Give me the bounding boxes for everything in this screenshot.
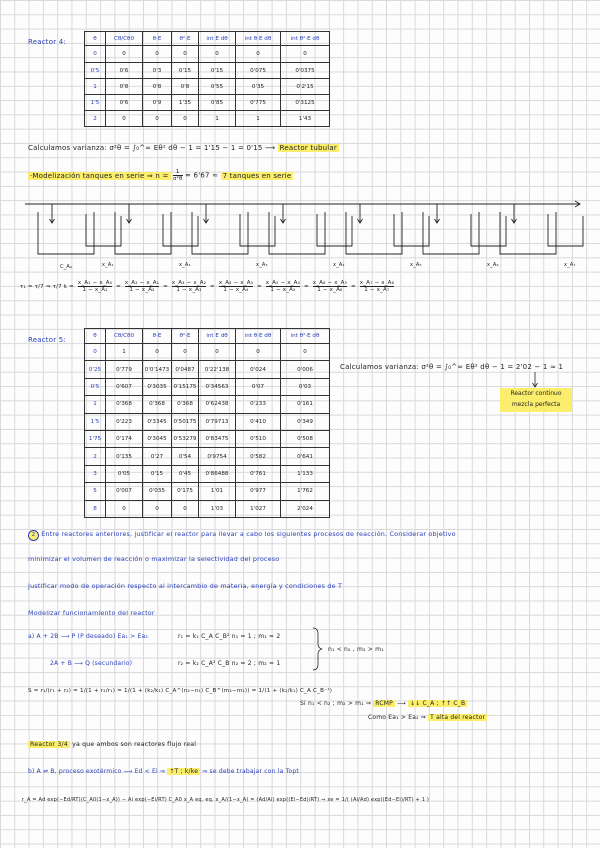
ea-note <box>368 714 487 721</box>
frac-num: 1 <box>173 169 183 176</box>
tank-line <box>192 212 248 254</box>
table-cell: 0'007 <box>106 483 143 500</box>
table-cell: 0'15 <box>143 465 172 482</box>
tau-frac-num: x_A₆ − x_A₅ <box>312 280 347 286</box>
qb-line <box>28 768 299 775</box>
table-cell: 0'0'1473 <box>143 361 172 378</box>
reactor4-label: Reactor 4: <box>28 38 66 46</box>
table-cell: 0 <box>281 344 330 361</box>
table-row <box>85 63 330 79</box>
tank-line <box>435 219 440 223</box>
table-row <box>85 448 330 465</box>
tau-fraction <box>313 280 347 293</box>
table-cell: 0'3 <box>143 63 172 79</box>
table-cell: 0'410 <box>236 413 281 430</box>
table-cell: 0'15175 <box>172 378 199 395</box>
tank-line <box>38 212 94 254</box>
table-cell: 0'86488 <box>199 465 236 482</box>
variance-equation: Calculamos varianza: σ²θ = ∫₀^∞ Eθ² dθ − 1 = 1'15 − 1 = 0'15 ⟶ <box>28 144 276 152</box>
tank-line <box>163 214 198 246</box>
tank-line <box>346 212 402 254</box>
table-header-row <box>85 329 330 344</box>
tau-frac-num: x_A₇ − x_A₆ <box>359 280 394 286</box>
selectivity-eq: S = r₁/(r₁ + r₂) = 1/(1 + r₂/r₁) = 1/(1 + (k₂/k₁) C_A^(n₂−n₁) C_B^(m₂−m₁)) = 1/(1 + (k₂/k₁) C_A C_B⁻¹) <box>28 688 333 694</box>
table-cell: 0 <box>143 344 172 361</box>
table-cell: 0'85 <box>199 95 236 111</box>
tau-frac-den: 1 − x_A₂ <box>129 287 155 293</box>
frac-den: σ²θ <box>172 176 183 182</box>
selectivity-note <box>300 700 467 707</box>
tau-frac-num: x_A₅ − x_A₄ <box>265 280 301 286</box>
qa-r1: a) A + 2B ⟶ P (P deseado) Ea₁ > Ea₂ <box>28 633 148 640</box>
tank-line <box>127 219 132 223</box>
table-cell: 0 <box>106 46 143 63</box>
table-cell: 0'25 <box>85 361 106 378</box>
tau-fraction <box>266 280 300 293</box>
table-row <box>85 46 330 63</box>
table-cell: 0'641 <box>281 448 330 465</box>
table-cell: 0'8 <box>172 79 199 95</box>
table-cell: 0'34563 <box>199 378 236 395</box>
sel-arrow: ⟶ <box>397 700 406 707</box>
tank-outlet-label: x_A₄ <box>333 262 345 268</box>
table-cell: 0'582 <box>236 448 281 465</box>
table-cell: 0 <box>281 46 330 63</box>
table-cell: 0'3045 <box>143 430 172 447</box>
table-cell: 0'8 <box>143 79 172 95</box>
table-cell: 0'6 <box>106 95 143 111</box>
table-header-cell: θ·E <box>143 329 172 344</box>
table-row <box>85 111 330 127</box>
tanks-series-line <box>28 169 293 182</box>
table-cell: 0'5 <box>85 378 106 395</box>
equals-sign: = <box>208 284 217 290</box>
table-cell: 0 <box>143 111 172 127</box>
table-cell: 1 <box>85 396 106 413</box>
table-header-cell: θ²·E <box>172 32 199 46</box>
equals-sign: = <box>255 284 264 290</box>
table-cell: 0'03 <box>281 378 330 395</box>
table-cell: 0 <box>143 46 172 63</box>
table-header-row <box>85 32 330 46</box>
table-header-cell: Cθ/Cθ0 <box>106 329 143 344</box>
table-cell: 0'6 <box>106 63 143 79</box>
table-cell: 0'2'15 <box>281 79 330 95</box>
q2-text2: minimizar el volumen de reacción o maximizar la selectividad del proceso <box>28 555 280 563</box>
reactor34-highlight: Reactor 3/4 <box>30 741 68 748</box>
reactor5-label: Reactor 5: <box>28 336 66 344</box>
tau-fraction <box>125 280 159 293</box>
table-cell: 0 <box>172 46 199 63</box>
table-cell: 1'01 <box>199 483 236 500</box>
r5-note-line1: Reactor continuo <box>510 390 562 397</box>
table-cell: 0'607 <box>106 378 143 395</box>
tank-line <box>548 214 583 246</box>
table-cell: 1'027 <box>236 500 281 517</box>
table-cell: 0 <box>172 111 199 127</box>
tau-frac-den: 1 − x_A₄ <box>223 287 249 293</box>
table-cell: 1'5 <box>85 95 106 111</box>
table-cell: 0'977 <box>236 483 281 500</box>
table-cell: 0'35 <box>236 79 281 95</box>
concentration-highlight: ↓↓ C_A ; ↑↑ C_B <box>409 700 466 707</box>
tau-fraction <box>360 280 394 293</box>
tau-fraction <box>78 280 112 293</box>
table-cell: 0'368 <box>106 396 143 413</box>
table-row <box>85 79 330 95</box>
table-cell: 0'368 <box>143 396 172 413</box>
table-header-cell: θ <box>85 32 106 46</box>
tank-line <box>394 214 429 246</box>
variance-line <box>28 144 339 152</box>
qb-equation: r_A = Ad exp(−Ed/RT)(C_A0(1−x_A)) − Ai exp(−Ei/RT) C_A0 x_A eq. eq. x_A/(1−x_A) = (Ad/Ai) exp((Ei−Ed)/RT) ⇒ xe = 1/( (Ai/Ad) exp((Ed−Ei)/RT) + 1 ) <box>22 797 430 803</box>
tau-fraction <box>219 280 253 293</box>
table-cell: 0 <box>199 344 236 361</box>
table-cell: 0'035 <box>143 483 172 500</box>
qa-brace-text: n₁ < n₂ , m₂ > m₁ <box>328 646 384 653</box>
table-cell: 0'53279 <box>172 430 199 447</box>
table-header-cell: Cθ/Cθ0 <box>106 32 143 46</box>
r5-note <box>500 388 572 412</box>
table-cell: 0'45 <box>172 465 199 482</box>
qb-text: b) A ⇌ B, proceso exotérmico ⟶ Ed < Ei ⇒ <box>28 768 166 775</box>
table-cell: 0'135 <box>106 448 143 465</box>
table-cell: 0'50175 <box>172 413 199 430</box>
table-cell: 0'006 <box>281 361 330 378</box>
table-cell: 0'62438 <box>199 396 236 413</box>
tanks-highlight: 7 tanques en serie <box>222 171 292 180</box>
table-cell: 0 <box>236 46 281 63</box>
tau-frac-den: 1 − x_A₁ <box>82 287 108 293</box>
table-header-cell: θ²·E <box>172 329 199 344</box>
tank-outlet-label: x_A₂ <box>179 262 191 268</box>
table-row <box>85 95 330 111</box>
table-cell: 8 <box>85 500 106 517</box>
table-cell: 0 <box>85 344 106 361</box>
table-cell: 0'8 <box>106 79 143 95</box>
table-cell: 0 <box>85 46 106 63</box>
table-row <box>85 378 330 395</box>
q2-text3: Justificar modo de operación respecto al intercambio de materia, energía y condiciones de T <box>28 582 343 590</box>
sel-condition: Si n₁ < n₂ ; m₂ > m₁ ⇒ <box>300 700 372 707</box>
table-header-cell: int E dθ <box>199 32 236 46</box>
table-row <box>85 483 330 500</box>
table-cell: 0'05 <box>106 465 143 482</box>
equals-sign: = <box>302 284 311 290</box>
table-row <box>85 413 330 430</box>
reactor-tubular-highlight: Reactor tubular <box>279 144 337 152</box>
table-cell: 1'762 <box>281 483 330 500</box>
table-cell: 1 <box>236 111 281 127</box>
tank-line <box>204 219 209 223</box>
equals-sign: = <box>114 284 123 290</box>
tank-line <box>512 219 517 223</box>
q2-block <box>28 520 456 628</box>
table-cell: 0 <box>199 46 236 63</box>
table-cell: 0'761 <box>236 465 281 482</box>
tank-line <box>281 219 286 223</box>
table-header-cell: int θ²·E dθ <box>281 32 330 46</box>
tank-outlet-label: x_A₆ <box>487 262 499 268</box>
table-cell: 0'161 <box>281 396 330 413</box>
tank-line <box>269 212 325 254</box>
table-cell: 0'5 <box>85 63 106 79</box>
tank-outlet-label: x_A₃ <box>256 262 268 268</box>
tank-outlet-label: x_A₇ <box>564 262 576 268</box>
tank-outlet-label: x_A₁ <box>102 262 114 268</box>
table-cell: 0'233 <box>236 396 281 413</box>
qa-r2: 2A + B ⟶ Q (secundario) <box>50 660 133 667</box>
tau-equation <box>20 280 396 293</box>
table-header-cell: int θ²·E dθ <box>281 329 330 344</box>
reactor5-table <box>84 328 330 518</box>
tank-line <box>358 219 363 223</box>
tank-line <box>317 214 352 246</box>
n-value: = 6'67 ≈ <box>185 171 219 180</box>
qb-text-end: ⇒ se debe trabajar con la Topt <box>202 768 299 775</box>
rcmp-highlight: RCMP <box>375 700 393 707</box>
n-fraction <box>173 169 183 182</box>
table-cell: 0 <box>106 500 143 517</box>
table-cell: 0'0487 <box>172 361 199 378</box>
table-cell: 0'779 <box>106 361 143 378</box>
table-cell: 0'349 <box>281 413 330 430</box>
tank-line <box>500 212 556 254</box>
table-cell: 1'75 <box>85 430 106 447</box>
table-cell: 0'07 <box>236 378 281 395</box>
tau-frac-num: x_A₄ − x_A₃ <box>218 280 254 286</box>
table-cell: 0 <box>236 344 281 361</box>
tank-outlet-label: x_A₅ <box>410 262 422 268</box>
tank-line <box>115 212 171 254</box>
table-cell: 1'133 <box>281 465 330 482</box>
table-cell: 0'508 <box>281 430 330 447</box>
table-row <box>85 396 330 413</box>
t-alta-highlight: T alta del reactor <box>430 714 486 721</box>
table-cell: 0'27 <box>143 448 172 465</box>
table-cell: 0'83475 <box>199 430 236 447</box>
table-cell: 0'368 <box>172 396 199 413</box>
table-row <box>85 465 330 482</box>
table-cell: 3 <box>85 465 106 482</box>
table-cell: 0'024 <box>236 361 281 378</box>
q2-text1: Entre reactores anteriores, justificar el reactor para llevar a cabo los siguientes procesos de reacción. Considerar objetivo <box>41 530 456 538</box>
table-cell: 0'3125 <box>281 95 330 111</box>
table-cell: 0'0375 <box>281 63 330 79</box>
table-cell: 0'3035 <box>143 378 172 395</box>
table-cell: 1'43 <box>281 111 330 127</box>
table-cell: 0'175 <box>172 483 199 500</box>
table-cell: 0'223 <box>106 413 143 430</box>
tank-line <box>240 214 275 246</box>
table-cell: 0'79713 <box>199 413 236 430</box>
table-cell: 0 <box>172 500 199 517</box>
tau-fraction <box>172 280 206 293</box>
table-cell: 0'9754 <box>199 448 236 465</box>
table-cell: 0'54 <box>172 448 199 465</box>
tau-frac-den: 1 − x_A₇ <box>364 287 390 293</box>
table-row <box>85 361 330 378</box>
table-cell: 2 <box>85 448 106 465</box>
table-row <box>85 344 330 361</box>
table-cell: 0'9 <box>143 95 172 111</box>
table-header-cell: int θ·E dθ <box>236 329 281 344</box>
tau-lhs: τ₁ = τ/7 ⇒ τ/7 k = <box>20 284 74 290</box>
table-cell: 5 <box>85 483 106 500</box>
table-cell: 0 <box>143 500 172 517</box>
tau-frac-num: x_A₃ − x_A₂ <box>171 280 207 286</box>
reactor34-line <box>28 741 196 748</box>
table-cell: 0 <box>106 111 143 127</box>
table-row <box>85 500 330 517</box>
tank-line <box>471 214 506 246</box>
qb-highlight: ↑T ; k/ke <box>169 768 199 775</box>
tank-line <box>50 219 55 223</box>
table-cell: 0'775 <box>236 95 281 111</box>
table-cell: 0'15 <box>172 63 199 79</box>
table-header-cell: θ·E <box>143 32 172 46</box>
tau-frac-num: x_A₂ − x_A₁ <box>124 280 160 286</box>
table-cell: 0'15 <box>199 63 236 79</box>
table-row <box>85 430 330 447</box>
table-cell: 0'510 <box>236 430 281 447</box>
tank-line <box>86 214 121 246</box>
r5-variance: Calculamos varianza: σ²θ = ∫₀^∞ Eθ² dθ − 1 = 2'02 − 1 ≈ 1 <box>340 363 564 371</box>
table-header-cell: int E dθ <box>199 329 236 344</box>
tank-inlet-label: C_A₀ <box>60 264 73 270</box>
tau-frac-num: x_A₁ − x_A₀ <box>77 280 113 286</box>
table-cell: 1'5 <box>85 413 106 430</box>
tau-frac-den: 1 − x_A₆ <box>317 287 343 293</box>
table-cell: 1 <box>85 79 106 95</box>
ea-condition: Como Ea₁ > Ea₂ ⇒ <box>368 714 427 721</box>
table-cell: 1'35 <box>172 95 199 111</box>
table-cell: 2'024 <box>281 500 330 517</box>
table-cell: 1 <box>199 111 236 127</box>
q2-text4: Modelizar funcionamiento del reactor <box>28 609 155 617</box>
table-header-cell: θ <box>85 329 106 344</box>
table-cell: 0'075 <box>236 63 281 79</box>
table-cell: 0 <box>172 344 199 361</box>
table-cell: 0'22'138 <box>199 361 236 378</box>
equals-sign: = <box>161 284 170 290</box>
tau-frac-den: 1 − x_A₃ <box>176 287 202 293</box>
reactor34-text: ya que ambos son reactores flujo real <box>72 741 197 748</box>
table-cell: 0'3345 <box>143 413 172 430</box>
equals-sign: = <box>349 284 358 290</box>
tank-line <box>575 201 580 207</box>
table-cell: 0'174 <box>106 430 143 447</box>
table-cell: 2 <box>85 111 106 127</box>
reactor4-table <box>84 31 330 127</box>
table-cell: 1 <box>106 344 143 361</box>
modelizacion-label: ·Modelización tanques en serie ⇒ n = <box>30 171 169 180</box>
tau-frac-den: 1 − x_A₅ <box>270 287 296 293</box>
tank-line <box>423 212 479 254</box>
table-header-cell: int θ·E dθ <box>236 32 281 46</box>
table-cell: 1'03 <box>199 500 236 517</box>
qa-rate1: r₁ = k₁ C_A C_B² n₁ = 1 ; m₁ = 2 <box>178 633 281 640</box>
qa-rate2: r₂ = k₂ C_A² C_B n₂ = 2 ; m₂ = 1 <box>178 660 281 667</box>
q2-number-badge: 2 <box>28 530 39 541</box>
r5-note-line2: mezcla perfecta <box>511 401 561 408</box>
table-cell: 0'55 <box>199 79 236 95</box>
